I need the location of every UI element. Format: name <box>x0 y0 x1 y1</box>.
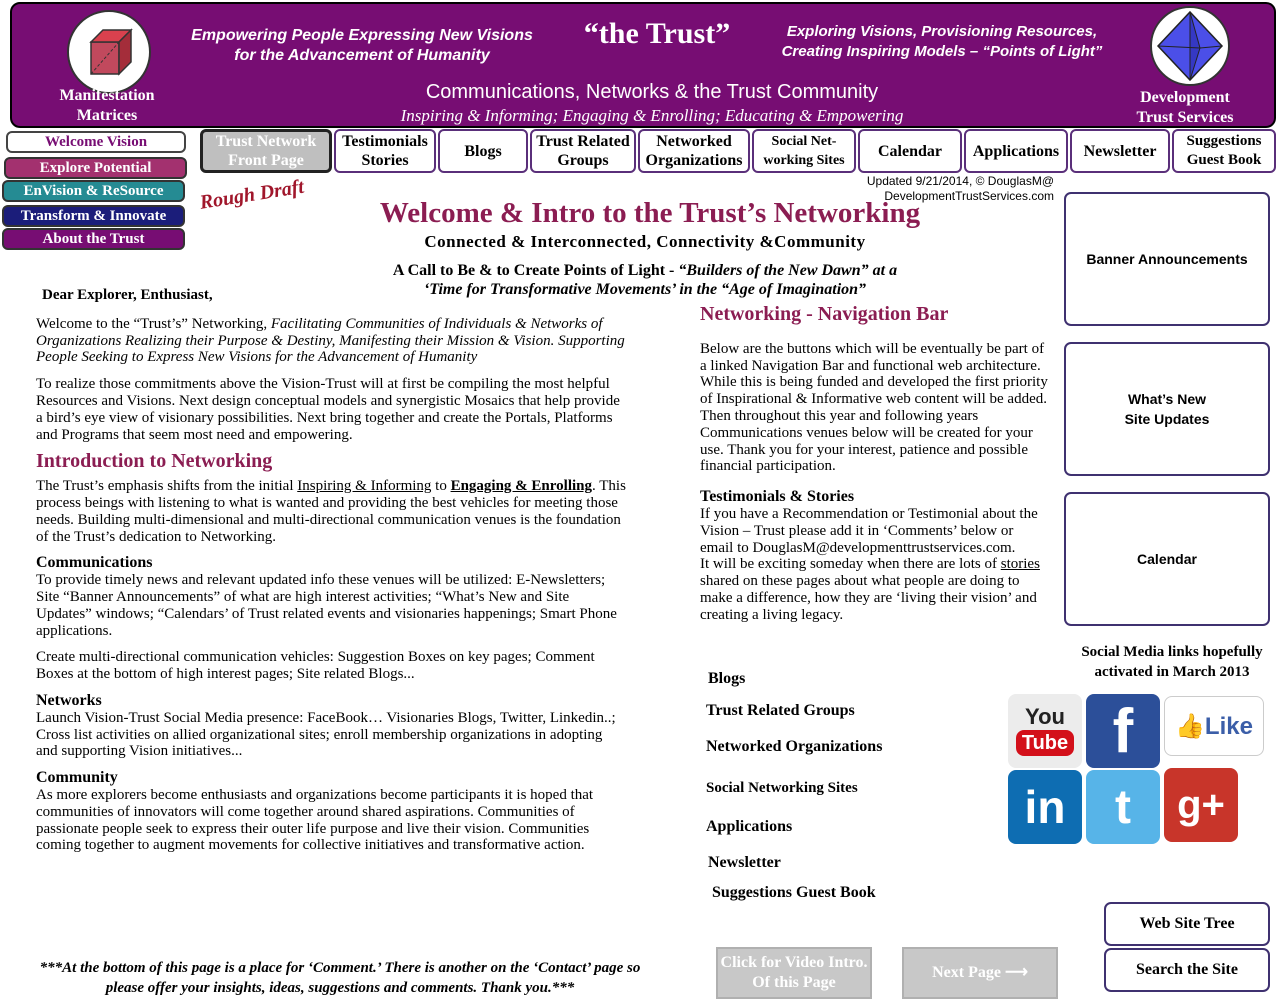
web-site-tree-button[interactable]: Web Site Tree <box>1104 902 1270 946</box>
testimonials-paragraph: If you have a Recommendation or Testimonial about the Vision – Trust please add it in ‘Comments’ below or email to DouglasM@developmenttrustservices.com. <box>700 505 1038 556</box>
nav-blogs[interactable]: Blogs <box>438 129 528 173</box>
community-paragraph: As more explorers become enthusiasts and organizations become participants it is hoped that communities of innovators will come together around shared aspirations. Communities of passionate people seek to express their outer life purpose and live their vision. Communities coming together to augment movements for collective initiatives and transformative action. <box>36 786 594 854</box>
facebook-icon[interactable]: f <box>1086 694 1160 768</box>
search-site-button[interactable]: Search the Site <box>1104 948 1270 992</box>
intro-networking-heading: Introduction to Networking <box>36 450 273 473</box>
communications-heading: Communications <box>36 554 153 572</box>
site-banner <box>10 2 1276 128</box>
intro-text-a: The Trust’s emphasis shifts from the initial <box>36 478 298 495</box>
list-item-blogs[interactable]: Blogs <box>708 670 746 687</box>
social-media-note: Social Media links hopefully activated in March 2013 <box>1081 644 1263 680</box>
list-item-suggestions-guest-book[interactable]: Suggestions Guest Book <box>712 884 876 901</box>
youtube-you-text: You <box>1025 704 1065 729</box>
youtube-tube-text: Tube <box>1016 730 1074 756</box>
brand-title: “the Trust” <box>583 17 731 50</box>
side-menu-transform-innovate[interactable]: Transform & Innovate <box>2 205 185 227</box>
logo-right-caption: Development Trust Services <box>1136 89 1234 126</box>
call-line-2: ‘Time for Transformative Movements’ in the “Age of Imagination” <box>423 281 867 298</box>
list-item-social-networking-sites[interactable]: Social Networking Sites <box>706 780 858 796</box>
nav-networked-organizations[interactable]: Networked Organizations <box>638 129 750 173</box>
nav-calendar[interactable]: Calendar <box>858 129 962 173</box>
logo-left-caption: Manifestation Matrices <box>59 87 155 124</box>
nav-trust-related-groups[interactable]: Trust Related Groups <box>530 129 636 173</box>
calendar-panel[interactable]: Calendar <box>1064 492 1270 626</box>
comment-footnote: ***At the bottom of this page is a place for ‘Comment.’ There is another on the ‘Contact’ page so please offer your insights, ideas, suggestions and comments. Thank you.*** <box>39 960 641 996</box>
networks-paragraph: Launch Vision-Trust Social Media presence: FaceBook… Visionaries Blogs, Twitter, Linkedin..; Cross list activities on allied organizational sites; enroll membership organizations in adopting and supporting Vision initiatives... <box>36 709 616 760</box>
stories-link[interactable]: stories <box>1000 556 1040 573</box>
intro-text-b: to <box>431 478 451 495</box>
development-octahedron-logo[interactable] <box>1150 6 1230 86</box>
intro-paragraph <box>36 478 626 545</box>
list-item-applications[interactable]: Applications <box>706 818 793 835</box>
tagline-right: Exploring Visions, Provisioning Resources, Creating Inspiring Models – “Points of Light” <box>781 23 1103 60</box>
side-menu-explore-potential[interactable]: Explore Potential <box>4 157 187 179</box>
welcome-mission: Facilitating Communities of Individuals & Networks of Organizations Realizing their Purpose & Destiny, Manifesting their Mission & Vision. Supporting People Seeking to Express New Visions for the Advancement of Humanity <box>36 315 625 366</box>
next-page-button[interactable]: Next Page ⟶ <box>902 947 1058 999</box>
updated-notice: Updated 9/21/2014, © DouglasM@ DevelopmentTrustServices.com <box>866 174 1054 203</box>
call-line-1: A Call to Be & to Create Points of Light - <box>392 262 679 279</box>
rough-draft-label: Rough Draft <box>198 175 306 214</box>
stories-text-a: It will be exciting someday when there are lots of <box>700 556 1001 573</box>
video-intro-button[interactable]: Click for Video Intro. Of this Page <box>716 947 872 999</box>
nav-newsletter[interactable]: Newsletter <box>1070 129 1170 173</box>
commitments-paragraph: To realize those commitments above the Vision-Trust will at first be compiling the most helpful Resources and Visions. Next design conceptual models and synergistic Mosaics that help provide a bird’s eye view of visionary possibilities. Next bring together and create the Portals, Platforms and Programs that seem most need and empowering. <box>36 376 620 443</box>
greeting: Dear Explorer, Enthusiast, <box>42 287 213 303</box>
navigation-bar-heading: Networking - Navigation Bar <box>700 303 949 325</box>
welcome-text: Welcome to the “Trust’s” Networking, <box>36 315 271 332</box>
banner-subtitle: Communications, Networks & the Trust Community <box>425 81 879 103</box>
linkedin-icon[interactable]: in <box>1008 770 1082 844</box>
nav-trust-network-front-page[interactable]: Trust Network Front Page <box>200 129 332 173</box>
side-menu-envision-resource[interactable]: EnVision & ReSource <box>2 180 185 202</box>
nav-applications[interactable]: Applications <box>964 129 1068 173</box>
whats-new-panel[interactable]: What’s New Site Updates <box>1064 342 1270 476</box>
stories-text-b: shared on these pages about what people are doing to make a difference, how they are ‘living their vision’ and creating a living legacy. <box>700 573 1037 623</box>
twitter-icon[interactable]: t <box>1086 770 1160 844</box>
welcome-paragraph <box>36 316 626 366</box>
call-line-1-em: “Builders of the New Dawn” at a <box>678 262 898 279</box>
list-item-newsletter[interactable]: Newsletter <box>708 854 781 871</box>
left-column <box>36 287 626 864</box>
community-heading: Community <box>36 769 118 787</box>
networks-heading: Networks <box>36 691 102 709</box>
octahedron-icon <box>1152 8 1228 84</box>
page-title: Welcome & Intro to the Trust’s Networking <box>379 197 921 229</box>
stories-paragraph <box>700 556 1050 623</box>
vehicles-paragraph: Create multi-directional communication vehicles: Suggestion Boxes on key pages; Comment Boxes at the bottom of high interest pages; Site related Blogs... <box>36 649 595 683</box>
banner-motto: Inspiring & Informing; Engaging & Enrolling; Educating & Empowering <box>400 106 904 125</box>
nav-suggestions-guest-book[interactable]: Suggestions Guest Book <box>1172 129 1276 173</box>
list-item-networked-organizations[interactable]: Networked Organizations <box>706 738 883 755</box>
tagline-left: Empowering People Expressing New Visions for the Advancement of Humanity <box>191 27 533 64</box>
inspiring-informing-link[interactable]: Inspiring & Informing <box>297 478 432 495</box>
intro-text-c: . This process beings with listening to what is wanted and providing the best vehicles for meeting those needs. Building multi-dimensional and multi-directional communication venues is the foundation of the Trust’s dedication to Networking. <box>36 478 626 545</box>
youtube-icon[interactable] <box>1008 694 1082 768</box>
side-menu-welcome-vision[interactable]: Welcome Vision <box>6 131 186 153</box>
nav-social-networking-sites[interactable]: Social Net-working Sites <box>752 129 856 173</box>
google-plus-icon[interactable]: g+ <box>1164 768 1238 842</box>
page-lead: Connected & Interconnected, Connectivity &Community <box>424 232 866 251</box>
banner-announcements-panel[interactable]: Banner Announcements <box>1064 192 1270 326</box>
communications-paragraph: To provide timely news and relevant updated info these venues will be utilized: E-Newsletters; Site “Banner Announcements” of what are high interest activities; “What’s New and Site Updates” windows; “Calendars’ of Trust related events and visionaries happenings; Smart Phone applications. <box>36 572 617 639</box>
navigation-paragraph: Below are the buttons which will be eventually be part of a linked Navigation Bar and functional web architecture. While this is being funded and developed the first priority of Inspirational & Informative web content will be added. Then throughout this year and following years Communications venues below will be created for your use. Thank you for your interest, patience and possible financial participation. <box>700 340 1048 475</box>
engaging-enrolling-link[interactable]: Engaging & Enrolling <box>450 478 593 495</box>
testimonials-heading: Testimonials & Stories <box>700 488 855 506</box>
list-item-trust-related-groups[interactable]: Trust Related Groups <box>706 702 855 719</box>
side-menu-about-trust[interactable]: About the Trust <box>2 228 185 250</box>
nav-testimonials-stories[interactable]: Testimonials Stories <box>334 129 436 173</box>
middle-column <box>700 303 1050 638</box>
cube-icon <box>69 12 149 92</box>
manifestation-cube-logo[interactable] <box>67 10 151 94</box>
facebook-like-icon[interactable]: 👍Like <box>1164 696 1264 756</box>
